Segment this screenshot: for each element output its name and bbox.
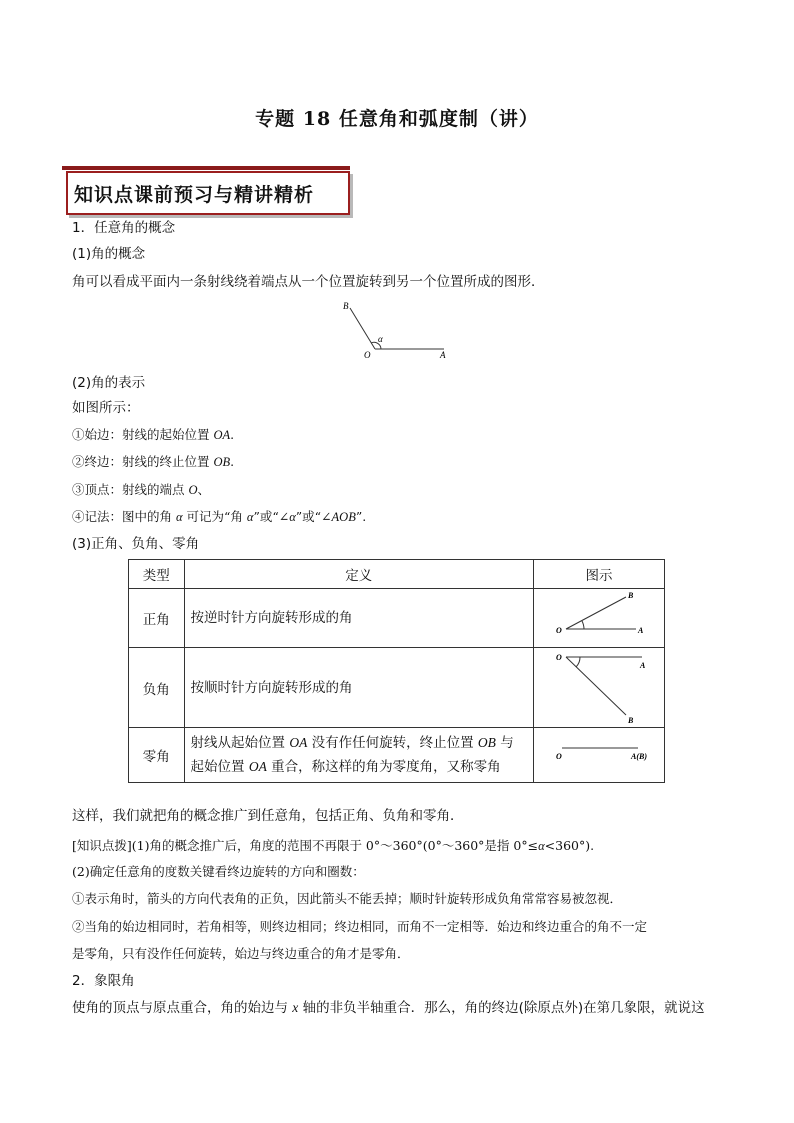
quadrant-text-2: 轴的非负半轴重合．那么，角的终边(除原点外)在第几象限，就说这 <box>298 1000 705 1016</box>
zero-def-ob: OB <box>477 735 496 750</box>
pos-ray-ob <box>566 597 626 629</box>
vertex-line <box>72 480 210 500</box>
quadrant-angle-text <box>72 998 705 1018</box>
subheading-angle-notation: (2)角的表示 <box>72 375 146 391</box>
zero-def-text-5: 重合，称这样的角为零度角，又称零角 <box>266 759 501 775</box>
extend-text: 这样，我们就把角的概念推广到任意角，包括正角、负角和零角． <box>72 808 464 824</box>
initial-side-line <box>72 425 234 445</box>
notation-text-2: 可记为“角 <box>182 509 247 524</box>
pos-label-o: O <box>555 626 562 635</box>
cell-type-positive: 正角 <box>129 589 185 648</box>
zero-def-text-2: 没有作任何旋转，终止位置 <box>307 735 478 751</box>
cell-type-negative: 负角 <box>129 648 185 728</box>
zero-def-text-4: 起始位置 <box>190 759 249 775</box>
cell-fig-zero <box>533 728 664 783</box>
initial-side-text: ①始边：射线的起始位置 <box>72 427 214 442</box>
notation-text-4: ”或“∠ <box>295 509 332 524</box>
tip-1-end: <360°). <box>544 838 595 853</box>
label-a: A <box>440 350 446 360</box>
neg-label-o: O <box>555 652 562 662</box>
notation-alpha-3: α <box>289 510 296 524</box>
section-banner-title: 知识点课前预习与精讲精析 <box>74 184 315 206</box>
notation-text-3: ”或“∠ <box>253 509 290 524</box>
tip-2-2b: 是零角，只有没作任何旋转，始边与终边重合的角才是零角． <box>72 946 410 961</box>
angle-figure <box>330 296 460 362</box>
header-figure: 图示 <box>533 560 664 589</box>
pos-label-a: A <box>637 626 644 635</box>
cell-fig-negative <box>533 648 664 728</box>
subheading-angle-types: (3)正角、负角、零角 <box>72 536 200 552</box>
quadrant-x: x <box>292 1000 299 1015</box>
neg-ray-ob <box>566 657 626 715</box>
neg-arc <box>576 657 580 667</box>
cell-fig-positive <box>533 589 664 648</box>
zero-def-text-1: 射线从起始位置 <box>190 735 290 751</box>
pos-arc <box>582 621 584 629</box>
tip-1-text: [知识点拨](1)角的概念推广后，角度的范围不再限于 0°～360°(0°～360°是指 0°≤ <box>72 838 539 853</box>
as-shown-text: 如图所示： <box>72 400 140 416</box>
pos-label-b: B <box>627 591 634 600</box>
vertex-o: O <box>188 483 198 497</box>
tip-2-1: ①表示角时，箭头的方向代表角的正负，因此箭头不能丢掉；顺时针旋转形成负角常常容易被忽视． <box>72 891 623 906</box>
section-heading-1: 1．任意角的概念 <box>72 220 176 236</box>
table-row-positive <box>129 589 665 648</box>
cell-def-zero <box>184 728 533 783</box>
label-b: B <box>343 301 349 311</box>
terminal-side-period: . <box>230 454 235 469</box>
subheading-angle-concept: (1)角的概念 <box>72 246 146 262</box>
label-o: O <box>364 350 371 360</box>
tip-2: (2)确定任意角的度数关键看终边旋转的方向和圈数： <box>72 864 365 879</box>
initial-side-period: . <box>230 427 235 442</box>
positive-angle-figure <box>534 589 664 647</box>
terminal-side-line <box>72 452 234 472</box>
notation-line <box>72 507 366 527</box>
tip-1 <box>72 836 594 856</box>
header-type: 类型 <box>129 560 185 589</box>
vertex-punct: 、 <box>197 482 211 497</box>
page-title: 专题 18 任意角和弧度制（讲） <box>255 108 539 130</box>
zero-label-o: O <box>555 752 562 761</box>
negative-angle-figure <box>534 649 664 727</box>
notation-alpha-2: α <box>246 510 254 524</box>
table-row-zero <box>129 728 665 783</box>
zero-def-text-3: 与 <box>495 735 514 751</box>
notation-text-1: ④记法：图中的角 <box>72 509 176 524</box>
header-definition: 定义 <box>184 560 533 589</box>
vertex-text: ③顶点：射线的端点 <box>72 482 189 497</box>
neg-label-a: A <box>639 660 646 670</box>
zero-def-oa-1: OA <box>289 735 308 750</box>
neg-label-b: B <box>627 715 634 725</box>
zero-label-ab: A(B) <box>630 752 647 761</box>
table-header-row <box>129 560 665 589</box>
terminal-side-ob: OB <box>213 455 231 469</box>
notation-aob: AOB <box>331 510 356 524</box>
angle-definition-text: 角可以看成平面内一条射线绕着端点从一个位置旋转到另一个位置所成的图形． <box>72 274 545 290</box>
label-alpha: α <box>378 334 383 344</box>
cell-def-negative: 按顺时针方向旋转形成的角 <box>184 648 533 728</box>
section-heading-2: 2．象限角 <box>72 973 135 989</box>
zero-angle-figure <box>534 728 664 782</box>
cell-type-zero: 零角 <box>129 728 185 783</box>
angle-types-table <box>128 559 665 783</box>
notation-alpha-1: α <box>175 510 183 524</box>
tip-1-alpha: α <box>538 839 545 853</box>
terminal-side-text: ②终边：射线的终止位置 <box>72 454 214 469</box>
table-row-negative <box>129 648 665 728</box>
zero-def-oa-2: OA <box>248 759 267 774</box>
tip-2-2a: ②当角的始边相同时，若角相等，则终边相同；终边相同，而角不一定相等．始边和终边重合的角不一定 <box>72 919 648 934</box>
quadrant-text-1: 使角的顶点与原点重合，角的始边与 <box>72 1000 293 1016</box>
banner-top-bar <box>62 166 350 170</box>
notation-text-5: ”. <box>355 509 367 524</box>
initial-side-oa: OA <box>213 428 231 442</box>
cell-def-positive: 按逆时针方向旋转形成的角 <box>184 589 533 648</box>
